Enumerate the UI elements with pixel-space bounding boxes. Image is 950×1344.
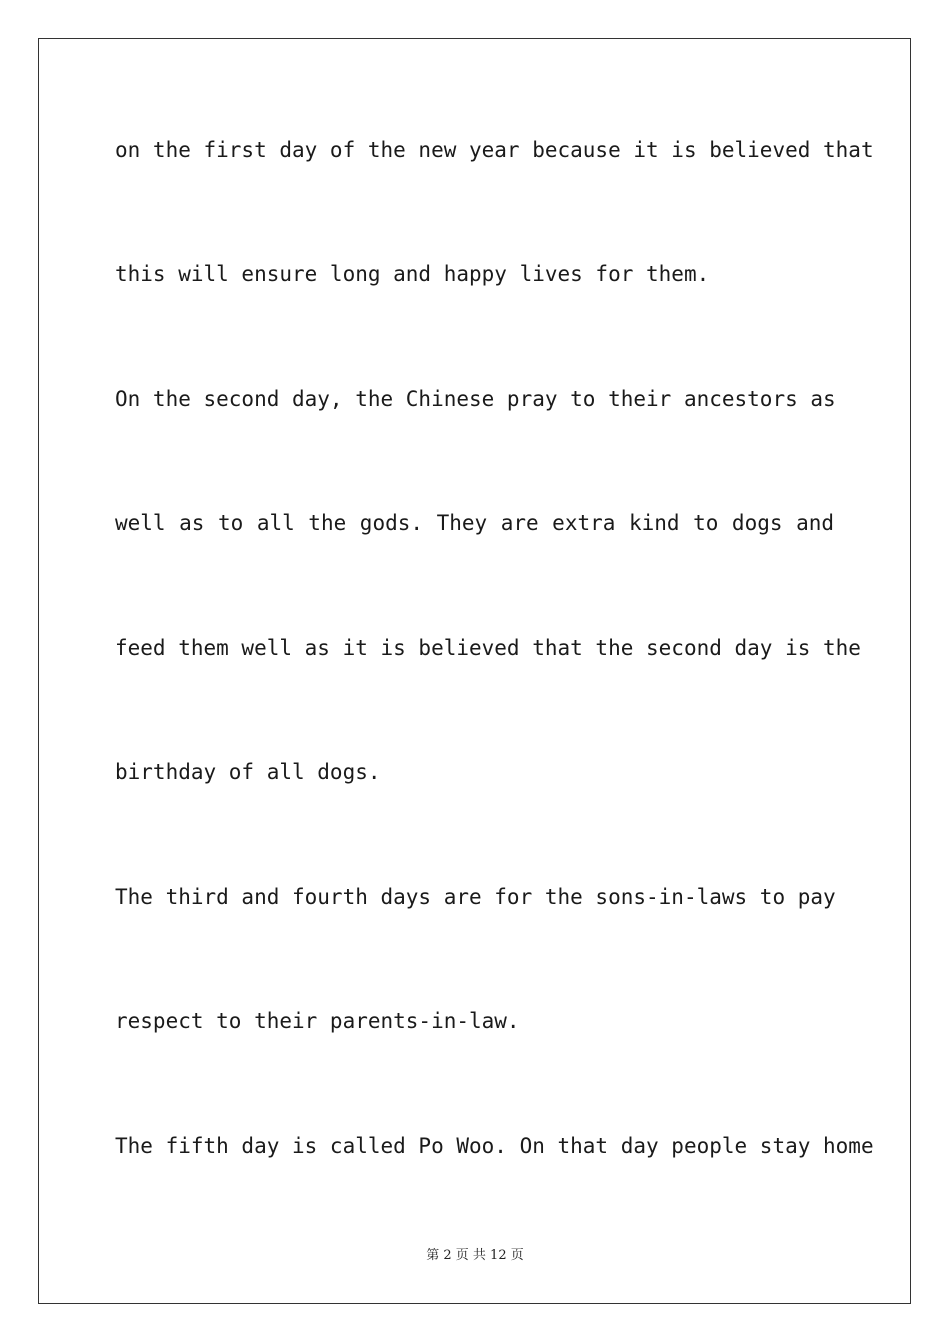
text-line: The fifth day is called Po Woo. On that day people stay home <box>115 1134 874 1158</box>
text-line: this will ensure long and happy lives for them. <box>115 262 710 286</box>
text-line: well as to all the gods. They are extra kind to dogs and <box>115 511 834 535</box>
text-line: On the second day, the Chinese pray to their ancestors as <box>115 387 836 411</box>
text-line: birthday of all dogs. <box>115 760 381 784</box>
text-line: respect to their parents-in-law. <box>115 1009 520 1033</box>
page-number-footer: 第 2 页 共 12 页 <box>426 1248 524 1263</box>
text-line: The third and fourth days are for the sons-in-laws to pay <box>115 885 836 909</box>
text-line: on the first day of the new year because it is believed that <box>115 138 874 162</box>
text-line: feed them well as it is believed that the second day is the <box>115 636 861 660</box>
page-border <box>38 38 911 1304</box>
